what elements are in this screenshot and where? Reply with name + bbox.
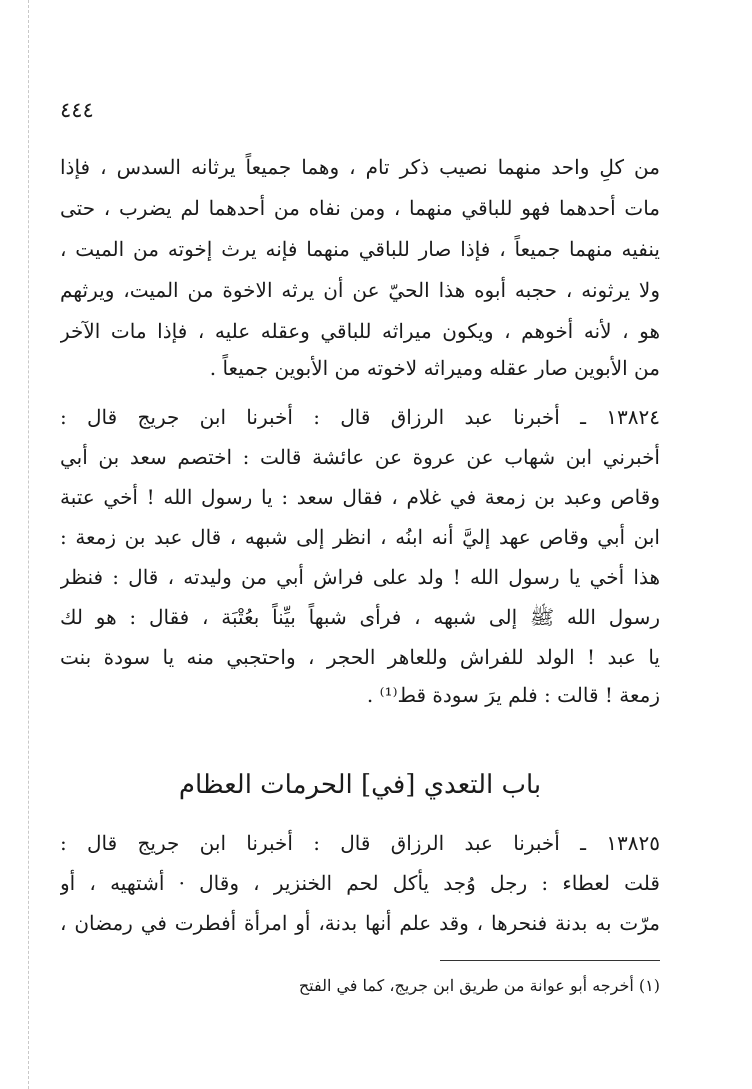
text-line: هذا أخي يا رسول الله ! ولد على فراش أبي من وليدته ، قال : فنظر xyxy=(60,565,660,589)
text-line: من كلِ واحد منهما نصيب ذكر تام ، وهما جميعاً يرثانه السدس ، فإذا xyxy=(60,155,660,179)
text-line: من الأبوين صار عقله وميراثه لاخوته من الأبوين جميعاً . xyxy=(209,356,660,380)
text-line: ينفيه منهما جميعاً ، فإذا صار للباقي منهما فإنه يرث إخوته من الميت ، xyxy=(60,237,660,261)
text-line: ١٣٨٢٤ ـ أخبرنا عبد الرزاق قال : أخبرنا ابن جريج قال : xyxy=(60,405,660,429)
footnote-separator xyxy=(440,960,660,961)
text-line: رسول الله ﷺ إلى شبهه ، فرأى شبهاً بيِّناً بعُتْبَة ، فقال : هو لك xyxy=(60,605,660,629)
book-page xyxy=(60,0,660,1089)
text-line: ولا يرثونه ، حجبه أبوه هذا الحيّ عن أن يرثه الاخوة من الميت، ويرثهم xyxy=(60,278,660,302)
page-number: ٤٤٤ xyxy=(60,98,94,122)
text-line: ١٣٨٢٥ ـ أخبرنا عبد الرزاق قال : أخبرنا ابن جريج قال : xyxy=(60,831,660,855)
text-line: هو ، لأنه أخوهم ، ويكون ميراثه للباقي وعقله عليه ، فإذا مات الآخر xyxy=(60,319,660,343)
text-line: ابن أبي وقاص عهد إليَّ أنه ابنُه ، انظر إلى شبهه ، قال عبد بن زمعة : xyxy=(60,525,660,549)
text-line: أخبرني ابن شهاب عن عروة عن عائشة قالت : اختصم سعد بن أبي xyxy=(60,445,660,469)
text-line: وقاص وعبد بن زمعة في غلام ، فقال سعد : يا رسول الله ! أخي عتبة xyxy=(60,485,660,509)
footnote: (١) أخرجه أبو عوانة من طريق ابن جريج، كما في الفتح xyxy=(298,976,660,995)
chapter-heading: باب التعدي [في] الحرمات العظام xyxy=(178,770,542,800)
page-binding-edge xyxy=(28,0,29,1089)
text-line: زمعة ! قالت : فلم يرَ سودة قط⁽¹⁾ . xyxy=(366,683,660,707)
text-line: مات أحدهما فهو للباقي منهما ، ومن نفاه من أحدهما لم يضرب ، حتى xyxy=(60,196,660,220)
text-line: يا عبد ! الولد للفراش وللعاهر الحجر ، واحتجبي منه يا سودة بنت xyxy=(60,645,660,669)
text-line: قلت لعطاء : رجل وُجد يأكل لحم الخنزير ، وقال · أشتهيه ، أو xyxy=(60,871,660,895)
text-line: مرّت به بدنة فنحرها ، وقد علم أنها بدنة، أو امرأة أفطرت في رمضان ، xyxy=(60,911,660,935)
